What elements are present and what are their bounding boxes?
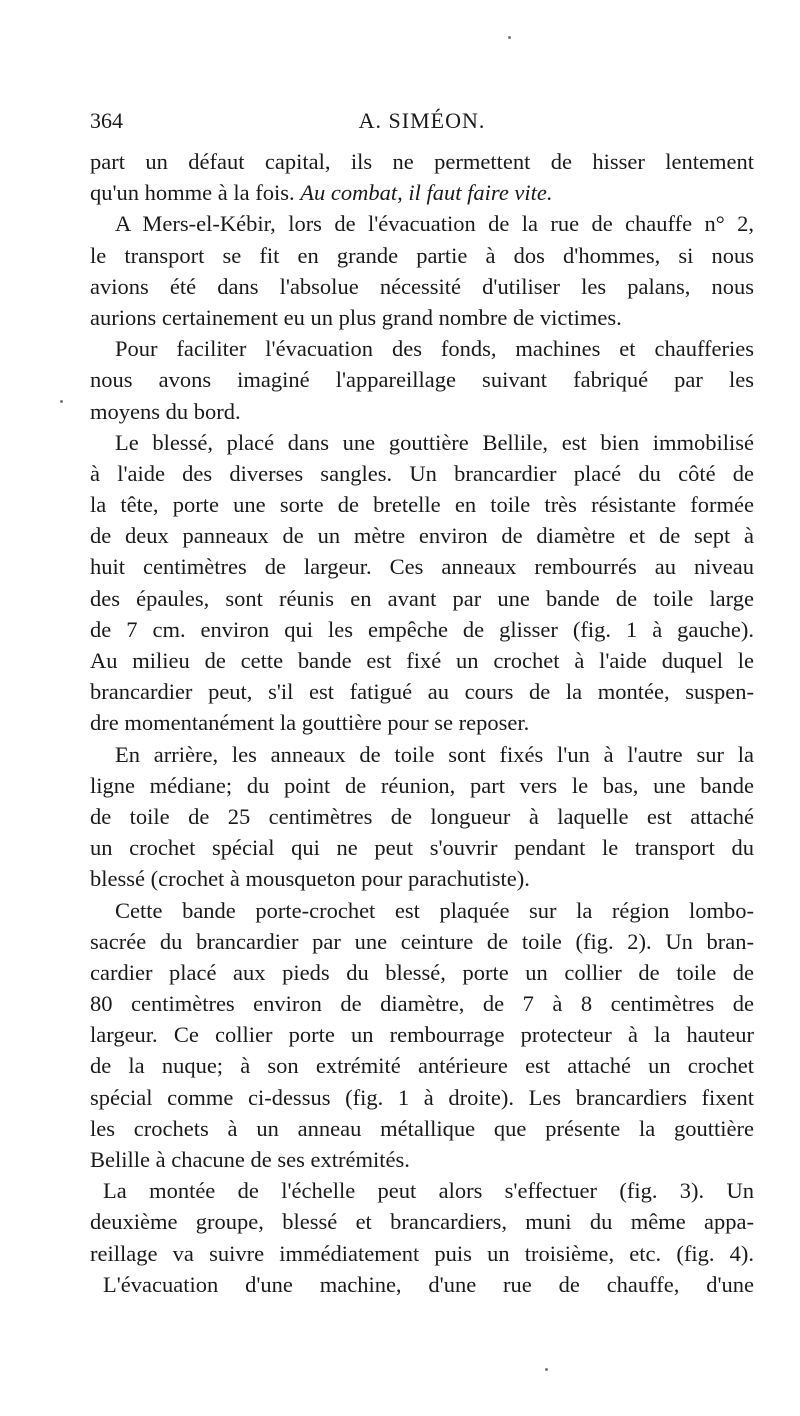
text-line: blessé (crochet à mousqueton pour parachutiste). xyxy=(90,866,530,892)
text-line: A Mers-el-Kébir, lors de l'évacuation de la rue de chauffe n° 2, xyxy=(115,211,754,237)
text-line: les crochets à un anneau métallique que présente la gouttière xyxy=(90,1115,754,1141)
text-line: ligne médiane; du point de réunion, part vers le bas, une bande xyxy=(90,772,754,798)
text-line: largeur. Ce collier porte un rembourrage protecteur à la hauteur xyxy=(90,1022,754,1048)
text-line: deuxième groupe, blessé et brancardiers, muni du même appa- xyxy=(90,1209,754,1235)
text-line: un crochet spécial qui ne peut s'ouvrir pendant le transport du xyxy=(90,835,754,861)
text-line: de deux panneaux de un mètre environ de diamètre et de sept à xyxy=(90,523,754,549)
text-line: En arrière, les anneaux de toile sont fixés l'un à l'autre sur la xyxy=(115,741,754,767)
text-line: reillage va suivre immédiatement puis un troisième, etc. (fig. 4). xyxy=(90,1240,754,1266)
paper-speck xyxy=(60,400,63,403)
text-line: cardier placé aux pieds du blessé, porte un collier de toile de xyxy=(90,959,754,985)
text-line: Cette bande porte-crochet est plaquée sur la région lombo- xyxy=(115,897,754,923)
text-line: spécial comme ci-dessus (fig. 1 à droite). Les brancardiers fixent xyxy=(90,1084,754,1110)
text-line: Le blessé, placé dans une gouttière Bellile, est bien immobilisé xyxy=(115,429,754,455)
text-line: Pour faciliter l'évacuation des fonds, machines et chaufferies xyxy=(115,336,754,362)
text-line: la tête, porte une sorte de bretelle en toile très résistante formée xyxy=(90,492,754,518)
text-line: 80 centimètres environ de diamètre, de 7 à 8 centimètres de xyxy=(90,991,754,1017)
running-head xyxy=(90,104,754,138)
text-line: avions été dans l'absolue nécessité d'utiliser les palans, nous xyxy=(90,273,754,299)
running-title: A. SIMÉON. xyxy=(358,108,486,133)
text-line: part un défaut capital, ils ne permettent de hisser lentement xyxy=(90,149,754,174)
text-line: huit centimètres de largeur. Ces anneaux rembourrés au niveau xyxy=(90,554,754,580)
text-line: dre momentanément la gouttière pour se reposer. xyxy=(90,710,530,736)
text-line: L'évacuation d'une machine, d'une rue de chauffe, d'une xyxy=(103,1271,754,1297)
text-line: aurions certainement eu un plus grand nombre de victimes. xyxy=(90,304,622,330)
paper-speck xyxy=(545,1368,548,1371)
text-line: de 7 cm. environ qui les empêche de glisser (fig. 1 à gauche). xyxy=(90,616,754,642)
text-line: sacrée du brancardier par une ceinture de toile (fig. 2). Un bran- xyxy=(90,928,754,954)
page-number: 364 xyxy=(90,108,123,133)
italic-phrase: Au combat, il faut faire vite. xyxy=(300,180,553,206)
text-line: moyens du bord. xyxy=(90,398,241,424)
text-line: Au milieu de cette bande est fixé un crochet à l'aide duquel le xyxy=(90,648,754,673)
paper-speck xyxy=(508,36,511,39)
text-line: le transport se fit en grande partie à dos d'hommes, si nous xyxy=(90,242,754,268)
text-line: des épaules, sont réunis en avant par une bande de toile large xyxy=(90,585,754,611)
text-line: nous avons imaginé l'appareillage suivant fabriqué par les xyxy=(90,367,754,393)
text-line: brancardier peut, s'il est fatigué au cours de la montée, suspen- xyxy=(90,679,754,705)
text-line: de toile de 25 centimètres de longueur à laquelle est attaché xyxy=(90,803,754,829)
text-line: à l'aide des diverses sangles. Un brancardier placé du côté de xyxy=(90,460,754,486)
text-line: qu'un homme à la fois. Au combat, il faut faire vite. xyxy=(90,180,553,206)
text-line: de la nuque; à son extrémité antérieure est attaché un crochet xyxy=(90,1053,754,1079)
text-line: La montée de l'échelle peut alors s'effectuer (fig. 3). Un xyxy=(103,1178,754,1204)
body-text xyxy=(90,146,754,1300)
text-line: Belille à chacune de ses extrémités. xyxy=(90,1147,410,1172)
